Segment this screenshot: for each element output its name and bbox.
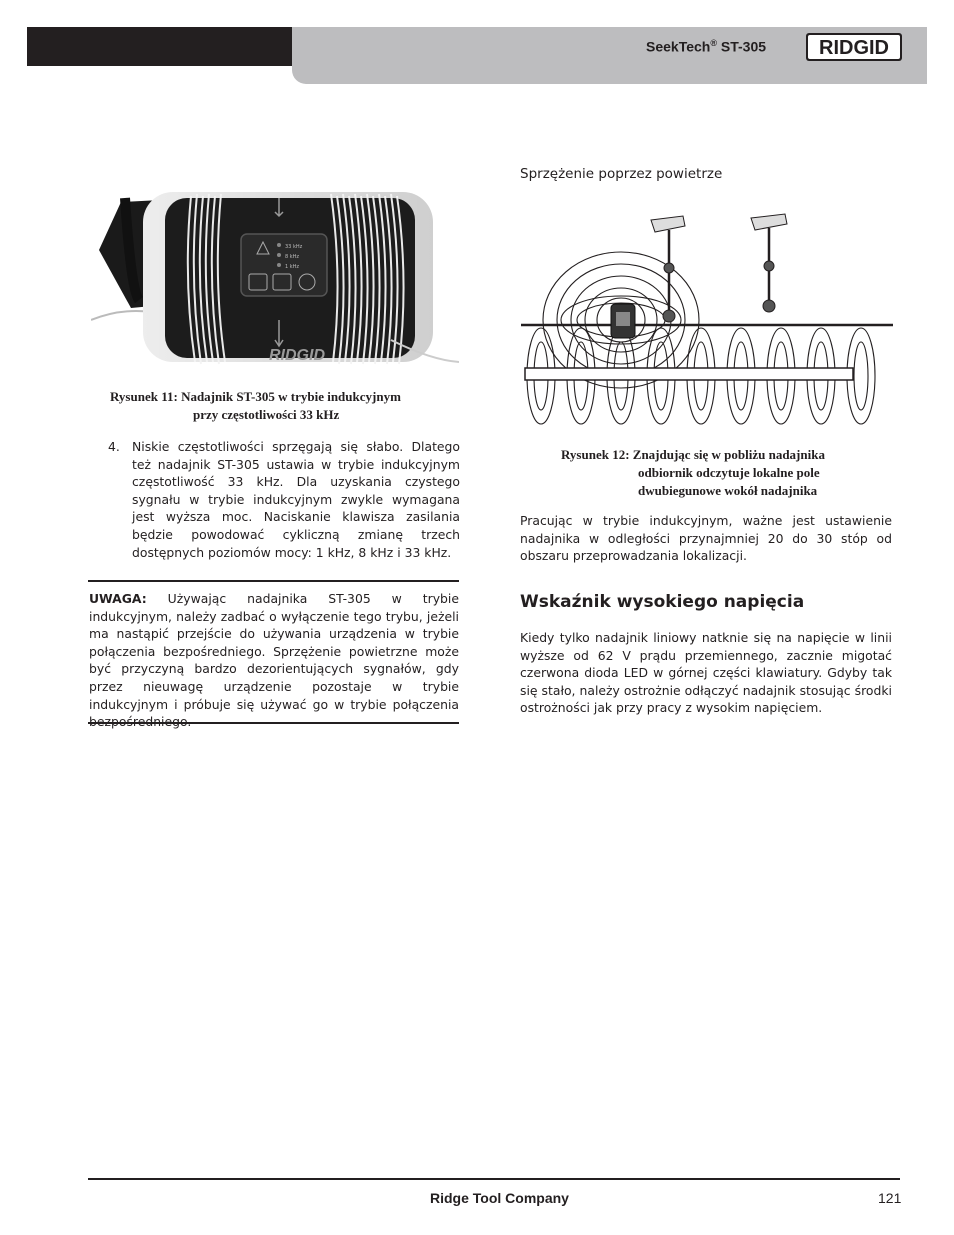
figure-12-label: Rysunek 12:	[561, 447, 630, 462]
figure-12-field-diagram	[521, 208, 893, 438]
list-item-4	[108, 438, 460, 561]
high-voltage-paragraph: Kiedy tylko nadajnik liniowy natknie się na napięcie w linii wyższe od 62 V prądu przemiennego, zacznie migotać czerwona dioda LED w górnej części klawiatury. Gdyby tak się stało, należy ostrożnie odłączyć nadajnik stosując środki ostrożności jak przy pracy z wysokim napięciem.	[520, 630, 892, 716]
page-number: 121	[878, 1190, 902, 1206]
panel-freq-33: 33 kHz	[285, 244, 303, 250]
device-brand-text: RIDGID	[269, 347, 325, 364]
figure-11-transmitter-photo	[91, 190, 459, 368]
note-text: Używając nadajnika ST-305 w trybie indukcyjnym, należy zadbać o wyłączenie tego trybu, jeżeli ma nastąpić przejście do używania urządzenia w trybie połączenia bezpośredniego. Sprzężenie powietrzne może być przyczyną bardzo dezorientujących sygnałów, gdy przez nieuwagę urządzenie pozostaje w trybie indukcyjnym i próbuje się używać go w trybie połączenia	[89, 591, 459, 712]
figure-11-caption-line2: przy częstotliwości 33 kHz	[193, 407, 340, 422]
logo-text: RIDGID	[819, 37, 889, 59]
figure-12-caption-line2: odbiornik odczytuje lokalne pole	[638, 465, 820, 480]
receiver-right-icon	[751, 214, 787, 312]
header-dark-bar	[27, 27, 292, 66]
registered-mark: ®	[710, 38, 717, 48]
figure-12-caption-line3: dwubiegunowe wokół nadajnika	[638, 483, 818, 498]
list-item-number: 4.	[108, 439, 120, 454]
note-block	[89, 590, 459, 731]
header-tab	[292, 66, 927, 84]
air-coupling-title: Sprzężenie poprzez powietrze	[520, 166, 723, 182]
product-name: SeekTech	[646, 38, 711, 55]
figure-12-caption-line1: Znajdując się w pobliżu nadajnika	[632, 447, 825, 462]
list-item-text: Niskie częstotliwości sprzęgają się słabo. Dlatego też nadajnik ST-305 ustawia w trybie indukcyjnym częstotliwość 33 kHz. Dla uzyskania czystego sygnału w trybie indukcyjnym zwykle wymagana jest wyższa moc. Naciskanie klawisza zasilania będzie powodować cykliczną zmianę trzech dostępnych poziomów mocy: 1 kHz, 8 kHz i 33 kHz.	[132, 439, 460, 560]
note-label: UWAGA:	[89, 591, 147, 606]
header-title	[646, 38, 766, 55]
ridgid-logo	[806, 33, 902, 61]
panel-freq-1: 1 kHz	[285, 264, 300, 270]
induction-distance-paragraph: Pracując w trybie indukcyjnym, ważne jest ustawienie nadajnika w odległości przynajmniej 20 do 30 stóp od obszaru przeprowadzania lokalizacji.	[520, 513, 892, 564]
section-heading: Wskaźnik wysokiego napięcia	[520, 592, 805, 612]
receiver-left-icon	[651, 216, 685, 322]
model-name: ST-305	[716, 38, 767, 55]
figure-11-caption-line1: Nadajnik ST-305 w trybie indukcyjnym	[181, 389, 401, 404]
note-bottom-rule	[88, 722, 459, 724]
panel-freq-8: 8 kHz	[285, 254, 300, 260]
footer-rule	[88, 1178, 900, 1180]
note-top-rule	[88, 580, 459, 582]
footer-company: Ridge Tool Company	[430, 1190, 569, 1206]
figure-11-caption	[110, 388, 401, 406]
figure-12-caption	[561, 446, 825, 464]
figure-11-label: Rysunek 11:	[110, 389, 178, 404]
